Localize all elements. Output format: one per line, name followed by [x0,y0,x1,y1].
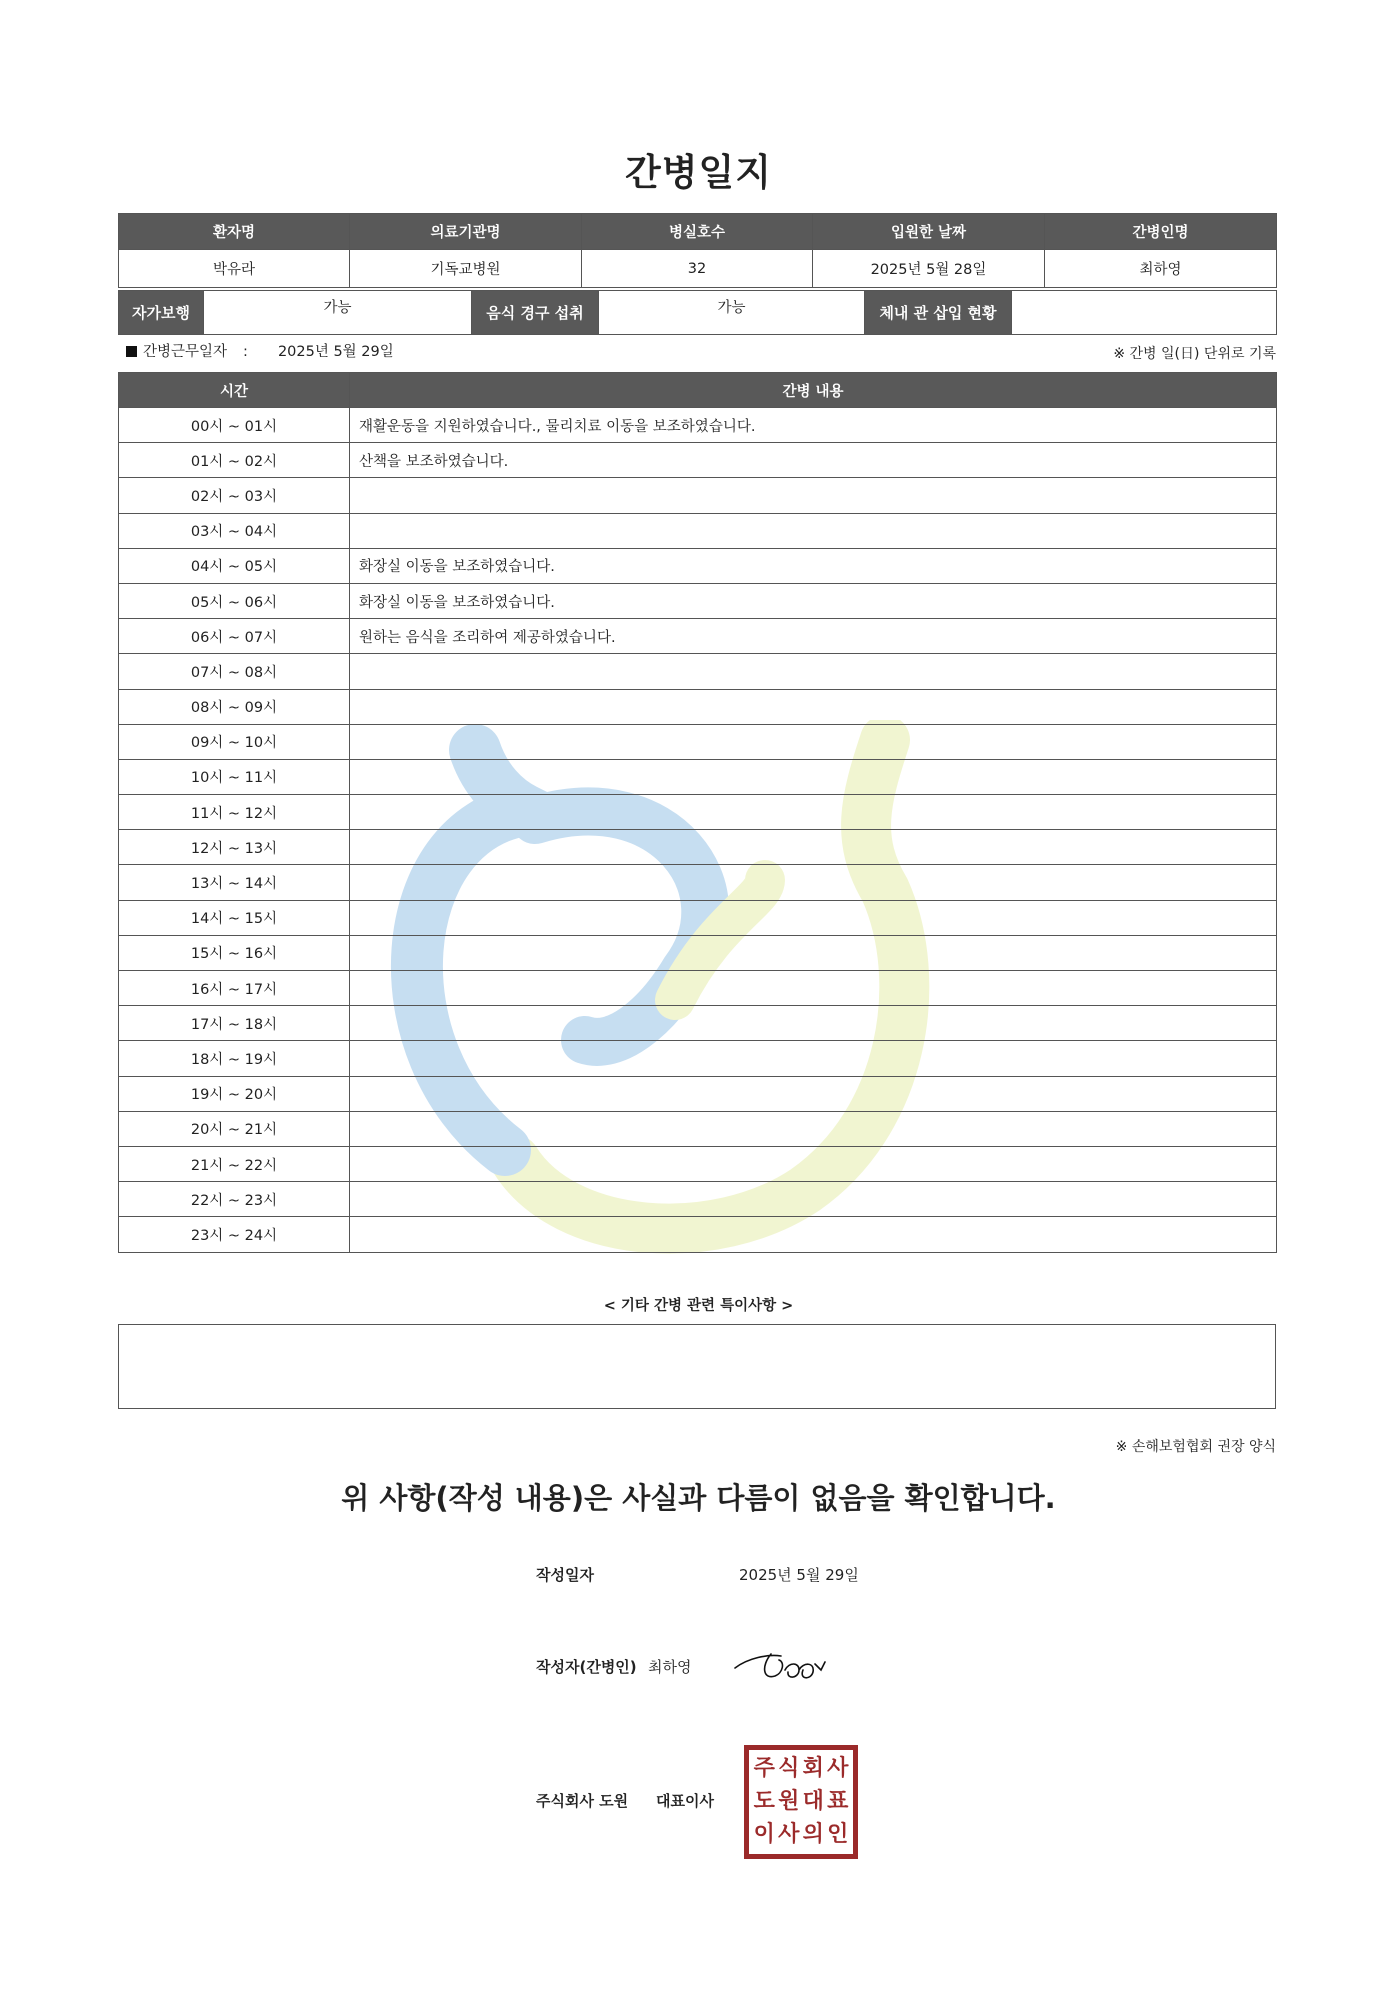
care-log-row [119,478,1277,513]
care-log-header-row [119,373,1277,408]
seal-char: 인 [827,1821,849,1847]
care-content [350,759,1277,794]
time-slot: 23시 ~ 24시 [119,1217,350,1252]
care-content: 원하는 음식을 조리하여 제공하였습니다. [350,619,1277,654]
care-log-row [119,443,1277,478]
time-slot: 15시 ~ 16시 [119,935,350,970]
care-log-row [119,900,1277,935]
care-content [350,1146,1277,1181]
time-slot: 03시 ~ 04시 [119,513,350,548]
time-slot: 21시 ~ 22시 [119,1146,350,1181]
work-date-line [126,340,394,361]
oral-intake-value: 가능 [599,291,865,335]
care-content [350,830,1277,865]
time-slot: 01시 ~ 02시 [119,443,350,478]
care-content: 화장실 이동을 보조하였습니다. [350,548,1277,583]
care-content [350,478,1277,513]
writer-name: 최하영 [648,1658,692,1676]
care-content [350,971,1277,1006]
time-slot: 22시 ~ 23시 [119,1182,350,1217]
patient-info-header-row [119,214,1277,250]
work-date-label: 간병근무일자 [143,344,228,360]
time-slot: 07시 ~ 08시 [119,654,350,689]
care-content [350,1111,1277,1146]
care-log-row [119,548,1277,583]
square-bullet-icon [126,346,137,357]
page-title: 간병일지 [625,151,772,194]
seal-char: 표 [827,1788,849,1814]
care-content [350,865,1277,900]
time-slot: 11시 ~ 12시 [119,795,350,830]
room-value: 32 [582,250,813,288]
care-content [350,795,1277,830]
header-room: 병실호수 [582,214,813,250]
time-column-header: 시간 [119,373,350,408]
care-log-row [119,513,1277,548]
care-log-row [119,759,1277,794]
seal-char: 원 [778,1788,800,1814]
care-content [350,900,1277,935]
time-slot: 05시 ~ 06시 [119,583,350,618]
header-caregiver: 간병인명 [1045,214,1277,250]
time-slot: 12시 ~ 13시 [119,830,350,865]
hospital-value: 기독교병원 [350,250,582,288]
time-slot: 08시 ~ 09시 [119,689,350,724]
work-date-value: 2025년 5월 29일 [277,344,394,360]
walk-label: 자가보행 [119,291,204,335]
special-notes-title: < 기타 간병 관련 특이사항 > [603,1298,794,1314]
time-slot: 00시 ~ 01시 [119,408,350,443]
seal-char: 사 [778,1821,800,1847]
company-label: 주식회사 도원 [536,1792,629,1810]
tube-label: 체내 관 삽입 현황 [865,291,1012,335]
written-date-value: 2025년 5월 29일 [739,1566,859,1584]
care-log-row [119,830,1277,865]
seal-char: 대 [802,1788,824,1814]
time-slot: 18시 ~ 19시 [119,1041,350,1076]
patient-info-table [118,213,1277,288]
confirmation-statement: 위 사항(작성 내용)은 사실과 다름이 없음을 확인합니다. [341,1481,1056,1515]
special-notes-box [118,1324,1276,1409]
care-content [350,1041,1277,1076]
seal-char: 사 [827,1756,849,1782]
time-slot: 04시 ~ 05시 [119,548,350,583]
seal-char: 이 [753,1821,775,1847]
record-unit-note: ※ 간병 일(日) 단위로 기록 [1113,346,1276,362]
time-slot: 09시 ~ 10시 [119,724,350,759]
header-patient-name: 환자명 [119,214,350,250]
care-log-row [119,865,1277,900]
care-log-row [119,795,1277,830]
care-log-row [119,935,1277,970]
care-log-row [119,724,1277,759]
care-content [350,513,1277,548]
care-content [350,1006,1277,1041]
care-content [350,689,1277,724]
company-seal-stamp [744,1745,858,1859]
care-content: 재활운동을 지원하였습니다., 물리치료 이동을 보조하였습니다. [350,408,1277,443]
care-log-table [118,372,1277,1253]
time-slot: 06시 ~ 07시 [119,619,350,654]
oral-intake-label: 음식 경구 섭취 [472,291,599,335]
care-log-row [119,1111,1277,1146]
time-slot: 16시 ~ 17시 [119,971,350,1006]
care-log-row [119,619,1277,654]
seal-char: 의 [802,1821,824,1847]
header-hospital: 의료기관명 [350,214,582,250]
form-source-note: ※ 손해보험협회 권장 양식 [1115,1439,1276,1455]
care-log-row [119,408,1277,443]
care-log-row [119,971,1277,1006]
care-log-row [119,1076,1277,1111]
handwritten-signature [733,1640,838,1690]
care-log-row [119,1217,1277,1252]
time-slot: 20시 ~ 21시 [119,1111,350,1146]
time-slot: 17시 ~ 18시 [119,1006,350,1041]
time-slot: 19시 ~ 20시 [119,1076,350,1111]
seal-char: 회 [802,1756,824,1782]
tube-value [1012,291,1277,335]
time-slot: 14시 ~ 15시 [119,900,350,935]
care-content [350,1182,1277,1217]
care-log-row [119,689,1277,724]
admission-date-value: 2025년 5월 28일 [813,250,1045,288]
written-date-label: 작성일자 [536,1566,594,1584]
care-content [350,1076,1277,1111]
walk-value: 가능 [204,291,472,335]
care-log-row [119,1041,1277,1076]
care-content: 화장실 이동을 보조하였습니다. [350,583,1277,618]
header-admission-date: 입원한 날짜 [813,214,1045,250]
writer-label: 작성자(간병인) [536,1658,637,1676]
care-content: 산책을 보조하였습니다. [350,443,1277,478]
seal-char: 식 [778,1756,800,1782]
content-column-header: 간병 내용 [350,373,1277,408]
care-content [350,724,1277,759]
care-log-row [119,1006,1277,1041]
caregiver-value: 최하영 [1045,250,1277,288]
ceo-label: 대표이사 [656,1792,714,1810]
care-log-row [119,654,1277,689]
patient-name-value: 박유라 [119,250,350,288]
patient-info-value-row [119,250,1277,288]
seal-char: 도 [753,1788,775,1814]
care-log-row [119,583,1277,618]
time-slot: 13시 ~ 14시 [119,865,350,900]
patient-status-table [118,290,1277,335]
work-date-separator: : [243,344,248,360]
care-content [350,654,1277,689]
care-content [350,935,1277,970]
care-log-row [119,1146,1277,1181]
care-content [350,1217,1277,1252]
care-log-row [119,1182,1277,1217]
time-slot: 10시 ~ 11시 [119,759,350,794]
care-log-body [119,408,1277,1253]
seal-char: 주 [753,1756,775,1782]
time-slot: 02시 ~ 03시 [119,478,350,513]
